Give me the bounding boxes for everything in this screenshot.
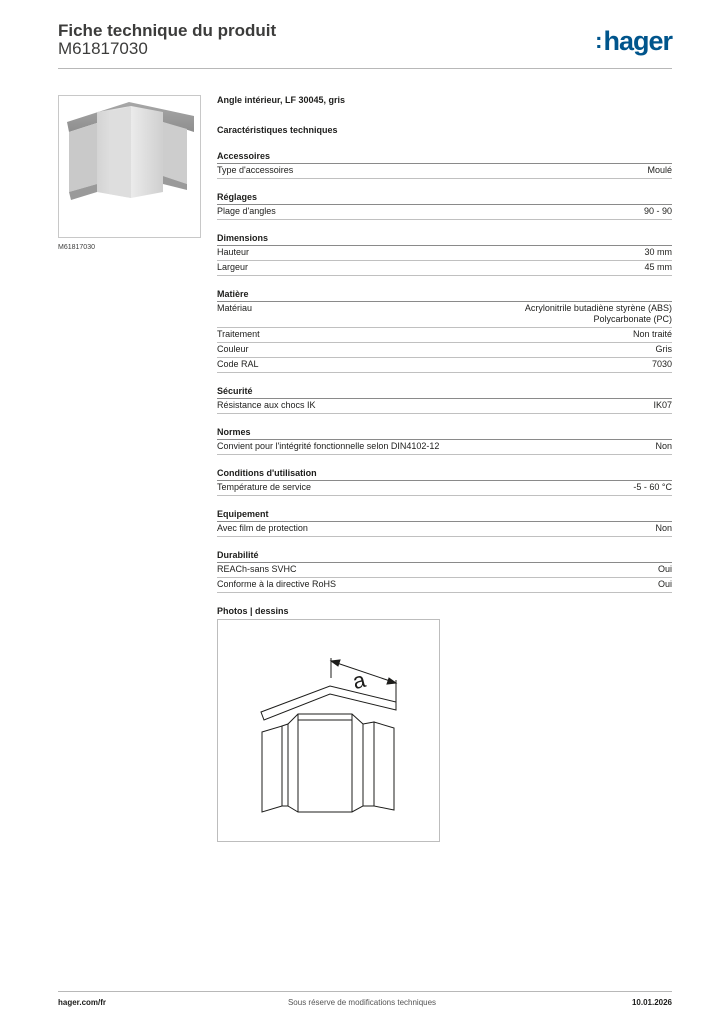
spec-row <box>217 481 672 496</box>
dimension-label: a <box>350 666 368 695</box>
product-photo <box>58 95 201 238</box>
spec-value: Non <box>655 523 672 533</box>
spec-value: 7030 <box>651 359 672 369</box>
section-normes <box>217 427 672 455</box>
spec-label: Convient pour l'intégrité fonctionnelle selon DIN4102-12 <box>217 441 440 451</box>
spec-row <box>217 563 672 578</box>
spec-label: Avec film de protection <box>217 523 308 533</box>
logo-text: hager <box>603 26 672 56</box>
section-title: Dimensions <box>217 233 672 246</box>
hager-logo <box>595 26 672 57</box>
spec-label: Type d'accessoires <box>217 165 294 175</box>
spec-row <box>217 399 672 414</box>
spec-row <box>217 522 672 537</box>
spec-value: IK07 <box>653 400 672 410</box>
header-divider <box>58 68 672 69</box>
spec-label: REACh-sans SVHC <box>217 564 297 574</box>
section-conditions <box>217 468 672 496</box>
product-name: Angle intérieur, LF 30045, gris <box>217 95 346 105</box>
technical-drawing-image <box>218 620 439 841</box>
spec-content <box>217 95 672 616</box>
section-title: Durabilité <box>217 550 672 563</box>
footer-date: 10.01.2026 <box>631 998 672 1007</box>
section-matiere <box>217 289 672 373</box>
section-title: Conditions d'utilisation <box>217 468 672 481</box>
page-title: Fiche technique du produit <box>58 21 277 40</box>
footer-divider <box>58 991 672 992</box>
spec-label: Couleur <box>217 344 249 354</box>
spec-label: Matériau <box>217 303 253 313</box>
spec-row <box>217 358 672 373</box>
spec-row <box>217 164 672 179</box>
spec-row <box>217 261 672 276</box>
section-equipement <box>217 509 672 537</box>
spec-row <box>217 578 672 593</box>
spec-label: Température de service <box>217 482 312 492</box>
footer-website[interactable]: hager.com/fr <box>58 998 107 1007</box>
spec-value: Oui <box>657 564 672 574</box>
logo-dots: : <box>595 28 602 53</box>
spec-value: 90 - 90 <box>643 206 672 216</box>
spec-label: Traitement <box>217 329 260 339</box>
spec-label: Largeur <box>217 262 249 272</box>
footer-notice: Sous réserve de modifications techniques <box>287 998 437 1007</box>
spec-value: Non <box>655 441 672 451</box>
spec-row <box>217 302 672 328</box>
section-reglages <box>217 192 672 220</box>
spec-value-line: Acrylonitrile butadiène styrène (ABS) <box>524 303 672 313</box>
spec-value: Oui <box>657 579 672 589</box>
section-title: Normes <box>217 427 672 440</box>
photo-caption: M61817030 <box>58 244 95 251</box>
technical-drawing <box>217 619 440 842</box>
section-title: Accessoires <box>217 151 672 164</box>
product-reference: M61817030 <box>58 39 148 58</box>
spec-row <box>217 205 672 220</box>
spec-value: 45 mm <box>644 262 672 272</box>
section-title: Sécurité <box>217 386 672 399</box>
spec-label: Code RAL <box>217 359 259 369</box>
section-dimensions <box>217 233 672 276</box>
section-title: Réglages <box>217 192 672 205</box>
spec-row <box>217 328 672 343</box>
spec-row <box>217 440 672 455</box>
spec-value: Non traité <box>632 329 672 339</box>
spec-label: Hauteur <box>217 247 250 257</box>
spec-value: Moulé <box>647 165 672 175</box>
section-accessoires <box>217 151 672 179</box>
spec-label: Plage d'angles <box>217 206 276 216</box>
spec-value: -5 - 60 °C <box>633 482 672 492</box>
tech-heading: Caractéristiques techniques <box>217 125 338 135</box>
product-photo-image <box>59 96 200 237</box>
section-title: Matière <box>217 289 672 302</box>
spec-row <box>217 343 672 358</box>
spec-value-line: Polycarbonate (PC) <box>593 314 672 324</box>
spec-value: 30 mm <box>644 247 672 257</box>
section-securite <box>217 386 672 414</box>
spec-label: Conforme à la directive RoHS <box>217 579 337 589</box>
section-title: Equipement <box>217 509 672 522</box>
spec-label: Résistance aux chocs IK <box>217 400 316 410</box>
spec-value <box>525 303 672 325</box>
section-durabilite <box>217 550 672 593</box>
spec-value: Gris <box>655 344 672 354</box>
spec-row <box>217 246 672 261</box>
photos-heading: Photos | dessins <box>217 606 289 616</box>
